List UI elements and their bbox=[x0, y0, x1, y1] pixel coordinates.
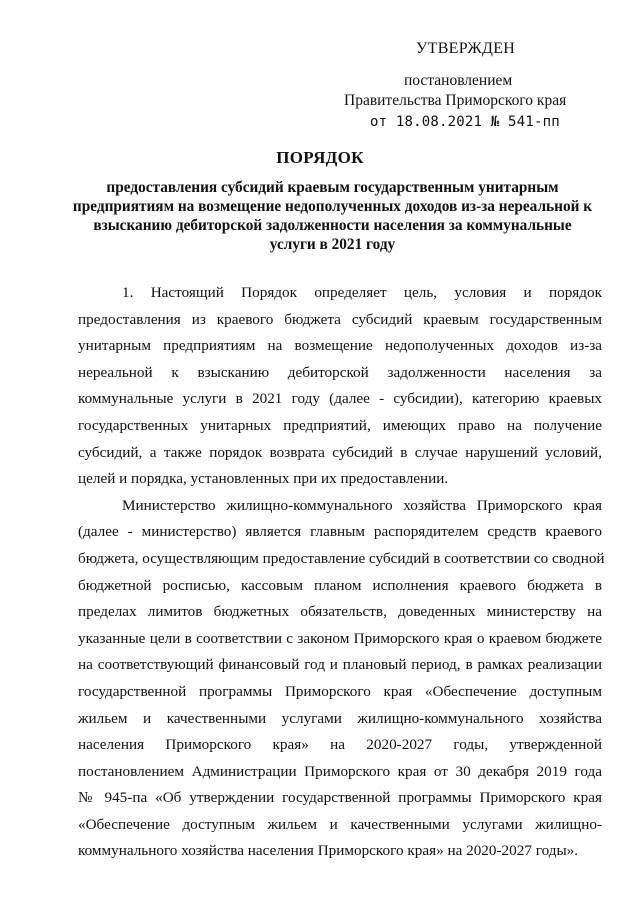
paragraph-1-line: целей и порядка, установленных при их предоставлении. bbox=[78, 470, 449, 488]
paragraph-2-line: № 945-па «Об утверждении государственной программы Приморского края bbox=[78, 789, 602, 807]
paragraph-1-line: коммунальные услуги в 2021 году (далее - субсидии), категорию краевых bbox=[78, 390, 602, 408]
paragraph-2-line: «Обеспечение доступным жильем и качественными услугами жилищно- bbox=[78, 815, 602, 833]
document-title: ПОРЯДОК bbox=[276, 148, 364, 167]
paragraph-1-line: унитарным предприятиям на возмещение недополученных доходов из-за bbox=[78, 337, 602, 355]
approval-line-decree: постановлением bbox=[404, 72, 513, 89]
approval-line-date-number: от 18.08.2021 № 541-пп bbox=[370, 114, 560, 130]
paragraph-2-line: бюджетной росписью, кассовым планом исполнения краевого бюджета в bbox=[78, 576, 602, 594]
approval-title: УТВЕРЖДЕН bbox=[416, 40, 516, 57]
paragraph-1-line: нереальной к взысканию дебиторской задолженности населения за bbox=[78, 363, 602, 381]
approval-line-government: Правительства Приморского края bbox=[344, 92, 567, 109]
subtitle-line: предоставления субсидий краевым государственным унитарным bbox=[106, 179, 559, 196]
paragraph-2-line: на соответствующий финансовый год и плановый период, в рамках реализации bbox=[78, 656, 602, 674]
paragraph-2-line: государственной программы Приморского края «Обеспечение доступным bbox=[78, 682, 602, 700]
paragraph-2-line: населения Приморского края» на 2020-2027 годы, утвержденной bbox=[78, 736, 602, 754]
paragraph-2-line: (далее - министерство) является главным распорядителем средств краевого bbox=[78, 523, 602, 541]
paragraph-1-line: 1. Настоящий Порядок определяет цель, условия и порядок bbox=[122, 284, 602, 301]
paragraph-2-line: пределах лимитов бюджетных обязательств, доведенных министерству на bbox=[78, 603, 602, 621]
paragraph-2-line: бюджета, осуществляющим предоставление субсидий в соответствии со сводной bbox=[78, 549, 605, 567]
paragraph-2-line: постановлением Администрации Приморского края от 30 декабря 2019 года bbox=[78, 762, 602, 780]
subtitle-line: взысканию дебиторской задолженности населения за коммунальные bbox=[93, 217, 572, 234]
paragraph-2-line: коммунального хозяйства населения Приморского края» на 2020-2027 годы». bbox=[78, 842, 579, 860]
paragraph-1-line: предоставления из краевого бюджета субсидий краевым государственным bbox=[78, 310, 602, 328]
paragraph-1-line: государственных унитарных предприятий, имеющих право на получение bbox=[78, 416, 602, 434]
paragraph-1-line: субсидий, а также порядок возврата субсидий в случае нарушений условий, bbox=[78, 443, 602, 461]
paragraph-2-line: жильем и качественными услугами жилищно-коммунального хозяйства bbox=[78, 709, 602, 727]
document-body bbox=[78, 280, 605, 865]
subtitle-line: услуги в 2021 году bbox=[269, 236, 396, 253]
subtitle-line: предприятиям на возмещение недополученных доходов из-за нереальной к bbox=[72, 198, 593, 215]
paragraph-2-line: указанные цели в соответствии с законом Приморского края о краевом бюджете bbox=[78, 629, 602, 647]
paragraph-2-line: Министерство жилищно-коммунального хозяйства Приморского края bbox=[122, 496, 602, 514]
document-subtitle bbox=[60, 178, 605, 254]
